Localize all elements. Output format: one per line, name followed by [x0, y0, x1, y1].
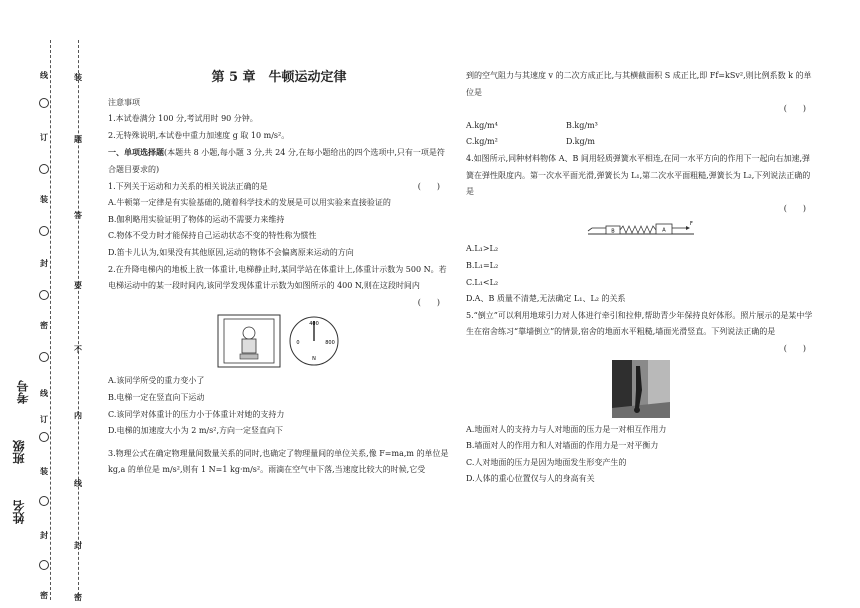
- question-5-option-c: C.人对地面的压力是因为地面发生形变产生的: [466, 457, 627, 467]
- question-1-option-a: A.牛顿第一定律是有实验基础的,随着科学技术的发展是可以用实验来直接验证的: [108, 198, 391, 208]
- binding-char: 题: [74, 134, 82, 144]
- question-1-option-c: C.物体不受力时才能保持自己运动状态不变的特性称为惯性: [108, 231, 317, 241]
- question-3-stem: 3.物理公式在确定物理量间数量关系的同时,也确定了物理量间的单位关系,像 F=ma,m 的单位是 kg,a 的单位是 m/s²,则有 1 N=1 kg·m/s²。雨滴在空气中下落,当速度比较大的时候,它受: [108, 448, 449, 475]
- binding-hole: [39, 496, 49, 506]
- gauge-top-label: 400: [309, 321, 319, 328]
- answer-paren: ( ): [783, 203, 806, 213]
- section-heading: [108, 144, 450, 178]
- right-column: [466, 68, 816, 488]
- binding-char: 装: [74, 72, 82, 82]
- handstand-photo-image: [612, 360, 670, 418]
- binding-char: 密: [40, 590, 48, 600]
- answer-paren: ( ): [417, 181, 440, 191]
- binding-margin: [0, 0, 100, 608]
- binding-hole: [39, 226, 49, 236]
- question-5-option-a: A.地面对人的支持力与人对地面的压力是一对相互作用力: [466, 424, 667, 434]
- question-3-option-a: A.kg/m⁴: [466, 120, 498, 130]
- question-1-stem: 1.下列关于运动和力关系的相关说法正确的是 ( ): [108, 179, 450, 196]
- binding-char: 封: [74, 540, 82, 550]
- binding-char: 装: [40, 466, 48, 476]
- page-title: 第 5 章 牛顿运动定律: [211, 70, 347, 85]
- question-3-options-row: [466, 134, 816, 151]
- question-2-stem: 2.在升降电梯内的地板上放一体重计,电梯静止时,某同学站在体重计上,体重计示数为 500 N。若电梯运动中的某一段时间内,该同学发现体重计示数为如图所示的 400 N,则在这段时间内: [108, 264, 447, 291]
- binding-line-outer: [50, 40, 51, 600]
- notes-heading: 注意事项: [108, 97, 140, 107]
- spring-blocks-diagram: [586, 219, 696, 237]
- question-2-option-c: C.该同学对体重计的压力小于体重计对她的支持力: [108, 409, 285, 419]
- answer-paren: ( ): [417, 297, 440, 307]
- answer-paren-row: [466, 201, 816, 218]
- gauge-unit-label: N: [312, 356, 316, 363]
- question-4-option-a: A.L₁>L₂: [466, 244, 499, 254]
- elevator-scale-diagram: [214, 313, 344, 369]
- question-5-option-d: D.人体的重心位置仅与人的身高有关: [466, 474, 595, 484]
- question-3-options-row: [466, 118, 816, 135]
- question-3-option-d: D.kg/m: [566, 137, 595, 147]
- answer-paren-row: [466, 341, 816, 358]
- block-a-label: A: [662, 227, 666, 234]
- question-2-option-b: B.电梯一定在竖直向下运动: [108, 392, 205, 402]
- answer-paren: ( ): [783, 104, 806, 114]
- left-column: [108, 64, 450, 479]
- binding-char: 线: [74, 478, 82, 488]
- binding-char: 订: [40, 414, 48, 424]
- question-4-option-c: C.L₁<L₂: [466, 277, 499, 287]
- binding-line-inner: [78, 40, 79, 600]
- question-2-option-a: A.该同学所受的重力变小了: [108, 376, 205, 386]
- binding-char: 不: [74, 344, 82, 354]
- question-4-stem: 4.如图所示,同种材料物体 A、B 间用轻质弹簧水平相连,在同一水平方向的作用下一起向右加速,弹簧在弹性限度内。第一次水平面光滑,弹簧长为 L₁,第二次水平面粗糙,弹簧长为 L₂,下列说法正确的是: [466, 153, 811, 197]
- binding-hole: [39, 432, 49, 442]
- binding-hole: [39, 290, 49, 300]
- question-4-option-b: B.L₁=L₂: [466, 260, 499, 270]
- gauge-right-label: 800: [325, 340, 335, 347]
- note-item: 2.无特殊说明,本试卷中重力加速度 g 取 10 m/s²。: [108, 130, 290, 140]
- question-5-stem: 5.“倒立”可以利用地球引力对人体进行牵引和拉伸,帮助青少年保持良好体形。照片展示的是某中学生在宿舍练习“靠墙倒立”的情景,宿舍的地面水平粗糙,墙面光滑竖直。下列说法正确的是: [466, 310, 813, 337]
- binding-hole: [39, 352, 49, 362]
- binding-hole: [39, 560, 49, 570]
- binding-char: 密: [74, 592, 82, 602]
- force-label: F: [690, 221, 693, 228]
- gauge-left-label: 0: [296, 340, 300, 347]
- question-4-option-d: D.A、B 质量不清楚,无法确定 L₁、L₂ 的关系: [466, 294, 626, 304]
- question-1-option-d: D.笛卡儿认为,如果没有其他原因,运动的物体不会偏离原来运动的方向: [108, 247, 354, 257]
- binding-hole: [39, 98, 49, 108]
- exam-number-label: 考号: [16, 380, 30, 404]
- note-item: 1.本试卷满分 100 分,考试用时 90 分钟。: [108, 114, 258, 124]
- binding-char: 线: [40, 388, 48, 398]
- binding-char: 内: [74, 410, 82, 420]
- answer-paren-row: [466, 101, 816, 118]
- binding-char: 封: [40, 258, 48, 268]
- question-3-option-b: B.kg/m³: [566, 120, 598, 130]
- binding-char: 线: [40, 70, 48, 80]
- question-2-option-d: D.电梯的加速度大小为 2 m/s²,方向一定竖直向下: [108, 426, 283, 436]
- binding-char: 要: [74, 280, 82, 290]
- binding-char: 订: [40, 132, 48, 142]
- answer-paren: ( ): [783, 343, 806, 353]
- question-3-stem-continued: 到的空气阻力与其速度 v 的二次方成正比,与其横截面积 S 成正比,即 Ff=kSv²,则比例系数 k 的单位是: [466, 71, 812, 97]
- class-label: 班级: [12, 440, 26, 464]
- spring-figure: [466, 219, 816, 237]
- binding-char: 密: [40, 320, 48, 330]
- answer-paren-row: [108, 295, 450, 312]
- question-3-option-c: C.kg/m²: [466, 137, 498, 147]
- binding-hole: [39, 164, 49, 174]
- binding-char: 答: [74, 210, 82, 220]
- binding-char: 封: [40, 530, 48, 540]
- question-1-option-b: B.伽利略用实验证明了物体的运动不需要力来维持: [108, 214, 285, 224]
- handstand-photo: [466, 360, 816, 418]
- block-b-label: B: [611, 228, 615, 235]
- question-5-option-b: B.墙面对人的作用力和人对墙面的作用力是一对平衡力: [466, 441, 659, 451]
- section-desc: (本题共 8 小题,每小题 3 分,共 24 分,在每小题给出的四个选项中,只有一项是符合题目要求的): [108, 148, 445, 174]
- elevator-figure: [108, 313, 450, 369]
- binding-char: 装: [40, 194, 48, 204]
- name-label: 姓名: [12, 500, 26, 524]
- section-title: 一、单项选择题: [108, 147, 164, 158]
